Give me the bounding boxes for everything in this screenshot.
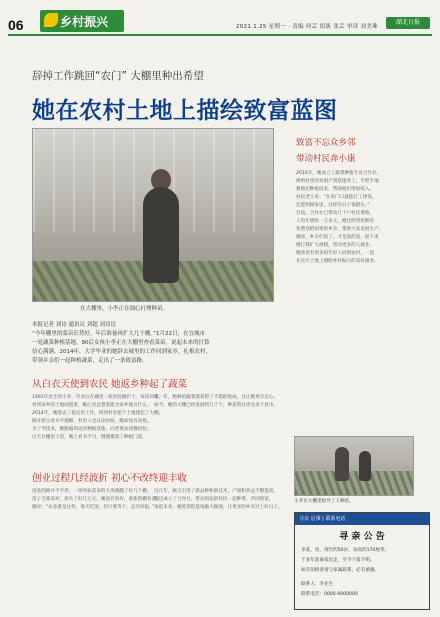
seedling-bench — [295, 471, 413, 495]
notice-bar: 寻亲 启事 | 联系电话 — [295, 513, 429, 525]
sidebar-line: 村民老王说：“在家门口就能打工挣钱， — [296, 195, 377, 200]
sidebar-photo — [294, 436, 414, 496]
sidebar-line: 在这片土地上描绘乡村振兴的美好画卷。 — [296, 259, 379, 264]
lead-line: 一处蔬菜种植基地，90后女孩小李正在大棚里查看菜苗，说起未来的打算 — [32, 340, 210, 346]
notice-line: 联系电话：0000-0000000 — [301, 592, 358, 597]
sidebar-line: 教他们种植技术，帮助他们增加收入。 — [296, 187, 375, 192]
body-line: 谈起未来，她希望把基地做大做强，让更多的乡亲过上好日子。 — [154, 505, 283, 510]
body-line: 如今，她的大棚已经发展到几十个，种苗销往周边多个县市。 — [154, 403, 279, 408]
article-byline: 本报记者 刘诗 通讯员 刘超 刘诗语 — [32, 322, 116, 328]
body-line: 创业的路并不平坦。一场突如其来的大风掀翻了好几个棚， — [32, 489, 152, 494]
sidebar-line: 她打算扩大规模，带动更多的人就业。 — [296, 243, 375, 248]
newspaper-brand: 湖北日报 — [386, 17, 430, 29]
sidebar-title: 带动村民奔小康 — [296, 154, 356, 164]
body-line: 她还成立了合作社，带动周边的村民一起种菜，共同致富。 — [154, 497, 274, 502]
body-line: 1993年出生的小李，毕业后在城里一家医院做护士。每次回家， — [32, 395, 164, 400]
main-photo-caption: 在大棚里，小李正在细心打理种苗。 — [80, 306, 169, 312]
leaf-icon — [44, 13, 58, 27]
sidebar-line: 2016年，她成立了蔬菜种植专业合作社， — [296, 171, 382, 176]
body-line: 这几年，她又引进了新品种和新技术，产量和效益不断提高。 — [154, 489, 279, 494]
page-number: 06 — [8, 17, 24, 33]
body-line: 苗子全部冻坏，损失了好几万元。她没有放弃，重新搭棚育苗。 — [32, 497, 161, 502]
body-line: 第一年，她种的蔬菜就获得了不错的收成，这让她更有信心。 — [154, 395, 279, 400]
body-line: 白天在棚里干活，晚上看书学习，慢慢摸清了种植门道。 — [32, 435, 147, 440]
sidebar-line: 她说，乡亲们富了，才是真的富。接下来 — [296, 235, 379, 240]
body-line: 为了学技术，她跑遍周边的种植基地，向老菜农请教经验。 — [32, 427, 152, 432]
worker-figure — [359, 451, 371, 481]
notice-line: 联系人：李先生 — [301, 582, 334, 587]
sidebar-line: 人均年增收一万多元。她还经常把种苗 — [296, 219, 375, 224]
header-meta: 2021.1.25 星期一 · 责编 何芸 组版 张芸 审读 刘美珠 — [236, 24, 378, 30]
sidebar-line: 免费送给困难的乡亲，帮助大家发展生产。 — [296, 227, 384, 232]
lead-line: 信心满满。2014年，大学毕业的她辞去城里的工作回到家乡，扎根农村， — [32, 349, 211, 355]
section-name: 乡村振兴 — [60, 15, 109, 29]
notice-title: 寻 亲 公 告 — [339, 532, 385, 542]
sidebar-line: 她希望有更多的年轻人回到农村，一起 — [296, 251, 375, 256]
article-kicker: 辞掉工作跳回“农门” 大棚里种出希望 — [32, 70, 204, 82]
section-heading: 从白衣天使到农民 她返乡种起了蔬菜 — [32, 379, 188, 390]
page-header — [0, 0, 440, 36]
lead-line: 带领乡亲们一起种植蔬菜，走出了一条致富路。 — [32, 358, 148, 364]
farmer-figure — [143, 187, 179, 283]
sidebar-photo-caption: 小李在大棚里指导工人种苗。 — [294, 499, 354, 504]
section-heading: 创业过程几经波折 初心不改终迎丰收 — [32, 473, 188, 484]
notice-line: 于多年前离家出走，至今下落不明。 — [301, 558, 375, 563]
body-line: 看到家乡的土地闲置着，她心里总想着能为家乡做点什么。 — [32, 403, 152, 408]
lead-line: “今年棚里的菜苗长势好，年后准备再扩大几个棚。”1月22日，在宜城市 — [32, 331, 205, 337]
notice-box — [294, 512, 430, 610]
sidebar-line: 还能照顾家里，这样的日子很踏实。” — [296, 203, 370, 208]
sidebar-line: 吸纳村里的贫困户到基地务工，手把手地 — [296, 179, 379, 184]
article-headline: 她在农村土地上描绘致富蓝图 — [32, 98, 338, 124]
notice-line: 如有知情者请与家属联系，必有重谢。 — [301, 568, 380, 573]
sidebar-line: 目前，合作社已带动几十户村民增收， — [296, 211, 375, 216]
worker-figure — [335, 447, 349, 481]
body-line: 2014年，她辞去了稳定的工作，回到村里租下土地建起了大棚。 — [32, 411, 164, 416]
body-line: 她说：“农业就是这样，靠天吃饭，但只要肯干，总有回报。” — [32, 505, 154, 510]
section-logo — [40, 10, 124, 32]
main-photo — [32, 128, 274, 302]
header-divider — [8, 34, 432, 36]
sidebar-title: 致富不忘众乡邻 — [296, 138, 356, 148]
body-line: 刚开始父母并不理解，村里人也议论纷纷，她却没有动摇。 — [32, 419, 152, 424]
notice-line: 李某，男，现年约50岁，身高约170厘米， — [301, 548, 390, 553]
